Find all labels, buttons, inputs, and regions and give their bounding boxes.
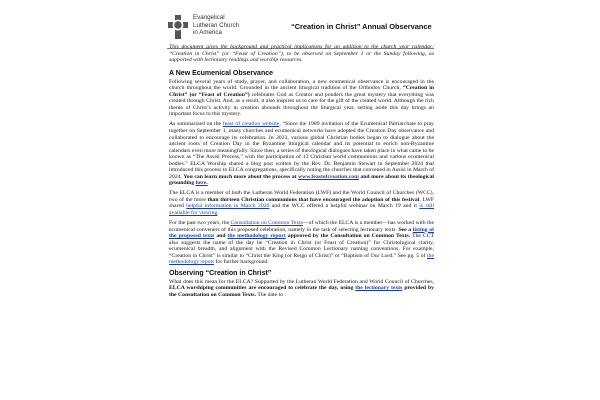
document-title: “Creation in Christ” Annual Observance [291,22,432,31]
logo-wordmark [193,14,239,37]
text-run: —of which the ELCA is a member—has worked with the ecumenical conveners of this proposed celebration, namely in the task of selecting lectionary texts. [169,220,434,233]
proposed-texts-link[interactable]: listing of the proposed texts [169,226,434,240]
feast-of-creation-website-link[interactable]: feast of creation website [222,121,280,128]
cross-logo-icon [167,14,189,40]
bold-text: You can learn much more about the process at [183,173,298,180]
bold-text: approved by the Consultation on Common Texts. [285,233,411,240]
section-heading-observing: Observing “Creation in Christ” [169,269,272,277]
text-run: The CCT also suggests the name of the day be “Creation in Christ (or Feast of Creation)” for Christological clarity, ecumenical breadth, and alignment with the Revised Common Lectionary naming conventions. For example, “Creation in Christ” is similar to “Christ the King (or Reign of Christ)” or “Baptism of Our Lord.” See pg. 5 of [169,233,435,259]
elca-logo [167,12,267,42]
logo-line-2: Lutheran Church [193,21,240,29]
text-run: What does this mean for the ELCA? Supported by the Lutheran World Federation and World Council of Churches, [169,278,434,285]
bold-text: See a [398,226,413,233]
text-run: for further background. [214,259,269,266]
text-run: celebrates God as Creator and ponders the great mystery that everything was created through Christ. And, as a result, it also inspires us to care for the gift of the created world. Although the rich theme of Christ’s activity in creation abounds throughout the liturgical year, setting aside this day brings an important focus to this mystery. [169,91,435,118]
text-run: The ELCA is a member of both the Lutheran World Federation (LWF) and the World Council of Churches (WCC), two of the more [169,190,434,203]
paragraph [169,121,434,186]
paragraph [169,190,434,216]
methodology-report-link[interactable]: the methodology report [227,233,286,240]
text-run: For the past two years, the [169,220,231,227]
text-run: and the WCC offered a helpful webinar on March 19 and it [269,203,420,210]
section-heading-new-observance: A New Ecumenical Observance [169,69,274,77]
text-run: Following several years of study, prayer, and collaboration, a new ecumenical observance is encouraged in the church throughout the world. Grounded in the ancient liturgical tradition of the Orthodox Church, [169,78,434,92]
logo-line-3: in America [193,29,222,37]
document-header [163,12,438,44]
methodology-report-link-2[interactable]: the methodology report [169,252,434,266]
paragraph [169,279,434,299]
logo-line-1: Evangelical [193,14,225,21]
document-page [163,0,438,400]
text-run: . LWF shared [169,196,434,210]
bold-text: and more about its theological grounding [169,173,434,187]
theological-grounding-link[interactable]: here. [195,180,208,187]
bold-text: and [214,233,228,240]
bold-text: provided by the Consultation on Common Texts. [169,285,434,298]
feastofcreation-link[interactable]: www.feastofcreation.com [297,173,359,180]
paragraph [169,79,434,118]
paragraph [169,220,434,266]
text-run: . [217,210,219,217]
document-body [169,44,434,302]
text-run: , “Since the 1989 invitation of the Ecumenical Patriarchate to pray together on September 1, many churches and ecumenical networks have adopted the Creation Day observance and collaborated to encourage its celebration. In 2023, various global Christian bodies began to dialogue about the ancient roots of Creation Day in the Byzantine liturgical calendar and its potential to enrich non-Byzantine calendars even more meaningfully. Since then, a series of theological dialogues have taken place in what came to be known as “The Assisi Process,” with the participation of 13 Christian world communions and various ecumenical bodies.” ELCA Worship shared a blog post written by the Rev. Dr. Benjamin Stewart in September 2024 that introduced this process to ELCA congregations, specifically noting the churches that convened in Assisi in March of 2024. [169,121,434,180]
wcc-webinar-link[interactable]: is still available for viewing [169,203,435,217]
lwf-information-link[interactable]: helpful information in March 2026 [186,203,270,210]
bold-text: than thirteen Christian communions that have encouraged the adoption of this festival [207,196,420,203]
text-run: As summarized on the [169,121,223,128]
intro-paragraph: This document gives the background and practical implications for an addition to the church year calendar: “Creation in Christ” (or “Feast of Creation”), to be observed on September 1 or the Sunday following, as supported with lectionary readings and worship resources. [169,44,434,64]
bold-text: “Creation in Christ” (or “Feast of Creation”) [169,85,434,98]
consultation-link[interactable]: Consultation on Common Texts [230,220,303,227]
lectionary-texts-link[interactable]: the lectionary texts [355,285,403,292]
text-run: The date to [256,292,283,298]
bold-text: ELCA worshiping communities are encouraged to celebrate the day, using [169,285,356,292]
